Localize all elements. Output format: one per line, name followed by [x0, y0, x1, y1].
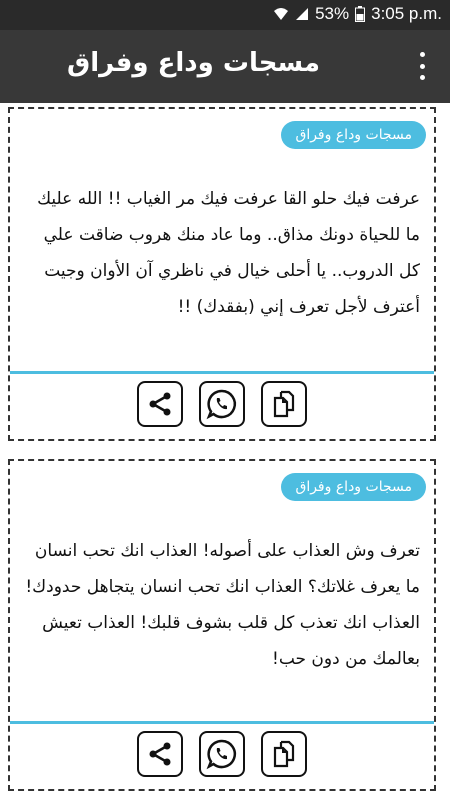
app-bar [0, 30, 450, 103]
copy-icon [269, 739, 299, 769]
signal-icon [295, 7, 309, 21]
copy-button[interactable] [261, 381, 307, 427]
whatsapp-button[interactable] [199, 731, 245, 777]
copy-button[interactable] [261, 731, 307, 777]
category-tag: مسجات وداع وفراق [281, 473, 426, 501]
share-icon [145, 389, 175, 419]
share-button[interactable] [137, 381, 183, 427]
share-icon [145, 739, 175, 769]
status-bar [0, 0, 450, 30]
overflow-menu-icon[interactable] [410, 52, 434, 80]
whatsapp-icon [206, 738, 238, 770]
card-actions [10, 731, 434, 777]
category-tag: مسجات وداع وفراق [281, 121, 426, 149]
divider [10, 371, 434, 374]
battery-icon [355, 6, 365, 22]
share-button[interactable] [137, 731, 183, 777]
wifi-icon [273, 7, 289, 21]
page-title: مسجات وداع وفراق [67, 48, 320, 78]
message-card [8, 459, 436, 791]
battery-percent: 53% [315, 4, 350, 23]
message-text: تعرف وش العذاب على أصوله! العذاب انك تحب انسان ما يعرف غلاتك؟ العذاب انك تحب انسان يتجاهل حدودك! العذاب انك تعذب كل قلب بشوف قلبك! العذاب تعيش بعالمك من دون حب! [25, 541, 420, 669]
message-card [8, 107, 436, 441]
divider [10, 721, 434, 724]
copy-icon [269, 389, 299, 419]
clock: 3:05 p.m. [371, 4, 442, 23]
whatsapp-button[interactable] [199, 381, 245, 427]
message-text: عرفت فيك حلو القا عرفت فيك مر الغياب !! الله عليك ما للحياة دونك مذاق.. وما عاد منك هروب ضاقت علي كل الدروب.. يا أحلى خيال في ناظري آن الأوان وجيت أعترف لأجل تعرف إني (بفقدك) !! [37, 189, 420, 317]
card-actions [10, 381, 434, 427]
whatsapp-icon [206, 388, 238, 420]
